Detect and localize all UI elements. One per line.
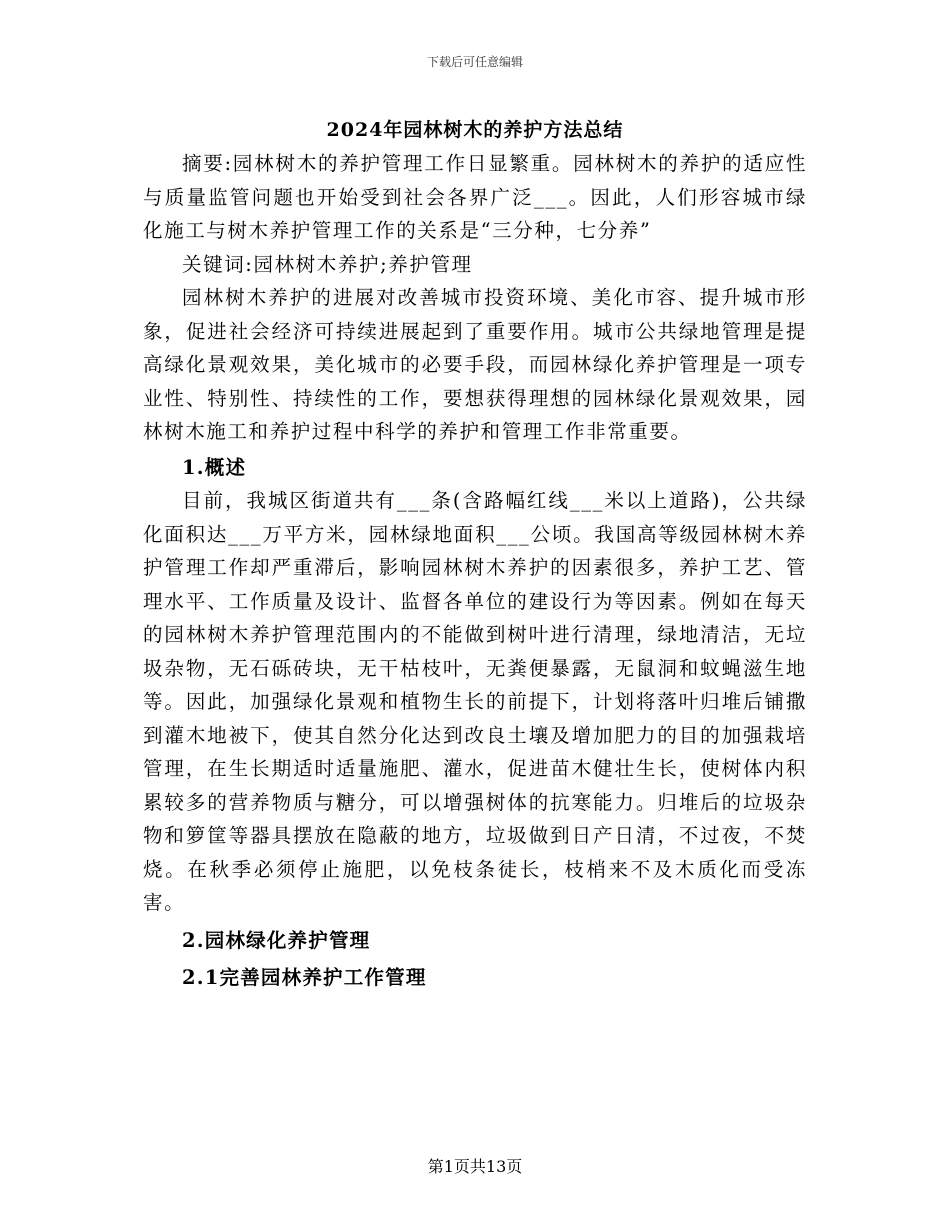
document-title: 2024年园林树木的养护方法总结 — [326, 119, 624, 141]
section-2-1-heading: 2.1完善园林养护工作管理 — [182, 966, 427, 989]
document-body — [143, 147, 807, 995]
intro-paragraph: 园林树木养护的进展对改善城市投资环境、美化市容、提升城市形象，促进社会经济可持续进展起到了重要作用。城市公共绿地管理是提高绿化景观效果，美化城市的必要手段，而园林绿化养护管理是一项专业性、特别性、持续性的工作，要想获得理想的园林绿化景观效果，园林树木施工和养护过程中科学的养护和管理工作非常重要。 — [143, 286, 807, 443]
page-number: 第1页共13页 — [427, 1157, 523, 1176]
section-2-heading: 2.园林绿化养护管理 — [182, 928, 371, 952]
keywords-paragraph: 关键词:园林树木养护;养护管理 — [182, 252, 473, 276]
section-1-body: 目前，我城区街道共有___条(含路幅红线___米以上道路)，公共绿化面积达___万平方米，园林绿地面积___公顷。我国高等级园林树木养护管理工作却严重滞后，影响园林树木养护的因素很多，养护工艺、管理水平、工作质量及设计、监督各单位的建设行为等因素。例如在每天的园林树木养护管理范围内的不能做到树叶进行清理，绿地清洁，无垃圾杂物，无石砾砖块，无干枯枝叶，无粪便暴露，无鼠洞和蚊蝇滋生地等。因此，加强绿化景观和植物生长的前提下，计划将落叶归堆后铺撒到灌木地被下，使其自然分化达到改良土壤及增加肥力的目的加强栽培管理，在生长期适时适量施肥、灌水，促进苗木健壮生长，使树体内积累较多的营养物质与糖分，可以增强树体的抗寒能力。归堆后的垃圾杂物和箩筐等器具摆放在隐蔽的地方，垃圾做到日产日清，不过夜，不焚烧。在秋季必须停止施肥，以免枝条徒长，枝梢来不及木质化而受冻害。 — [143, 489, 807, 914]
abstract-paragraph: 摘要:园林树木的养护管理工作日显繁重。园林树木的养护的适应性与质量监管问题也开始受到社会各界广泛___。因此，人们形容城市绿化施工与树木养护管理工作的关系是“三分种，七分养” — [143, 152, 807, 242]
section-1-heading: 1.概述 — [182, 455, 247, 479]
page-header-note: 下载后可任意编辑 — [426, 55, 523, 69]
